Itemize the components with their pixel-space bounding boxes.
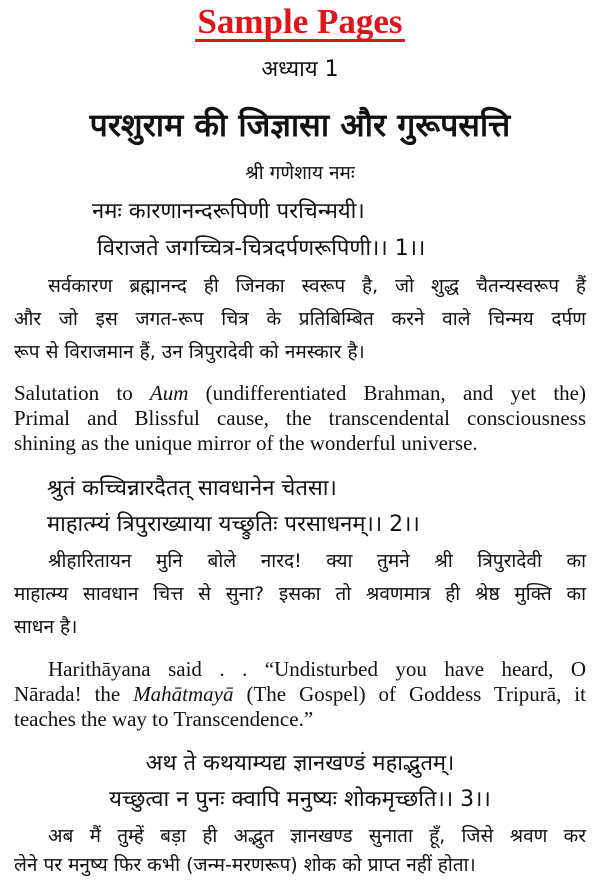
verse-1-line-2: विराजते जगच्चित्र-चित्रदर्पणरूपिणी।। 1।। (97, 236, 426, 261)
hindi-translation-3-line: अब मैं तुम्हें बड़ा ही अद्भुत ज्ञानखण्ड सुनाता हूँ, जिसे श्रवण कर (48, 825, 586, 847)
english-translation-2-line: teaches the way to Transcendence.” (14, 707, 314, 731)
hindi-translation-2 (14, 545, 586, 644)
hindi-translation-2-line: श्रीहारितायन मुनि बोले नारद! क्या तुमने श्री त्रिपुरादेवी का (48, 550, 586, 572)
english-italic-term: Aum (149, 381, 189, 405)
invocation-line: श्री गणेशाय नमः (245, 162, 355, 184)
english-translation-1-line: shining as the unique mirror of the wonderful universe. (14, 431, 478, 455)
verse-2-line-1: श्रुतं कच्चिन्नारदैतत् सावधानेन चेतसा। (47, 476, 337, 501)
hindi-translation-1-line: रूप से विराजमान हैं, उन त्रिपुरादेवी को नमस्कार है। (14, 341, 365, 363)
hindi-translation-3 (14, 822, 586, 880)
banner-label: Sample Pages (197, 2, 403, 41)
english-italic-term: Mahātmayā (133, 682, 234, 706)
hindi-translation-2-line: साधन है। (14, 616, 78, 638)
hindi-translation-2-line: माहात्म्य सावधान चित्त से सुना? इसका तो श्रवणमात्र ही श्रेष्ठ मुक्ति का (14, 583, 586, 605)
chapter-title: परशुराम की जिज्ञासा और गुरूपसत्ति (89, 106, 511, 144)
verse-2-line-2: माहात्म्यं त्रिपुराख्याया यच्छ्रुतिः परसाधनम्।। 2।। (47, 512, 420, 537)
hindi-translation-1 (14, 270, 586, 369)
hindi-translation-3-line: लेने पर मनुष्य फिर कभी (जन्म-मरणरूप) शोक को प्राप्त नहीं होता। (14, 854, 476, 876)
hindi-translation-1-line: और जो इस जगत-रूप चित्र के प्रतिबिम्बित करने वाले चिन्मय दर्पण (14, 308, 586, 330)
verse-3-line-1: अथ ते कथयाम्यद्य ज्ञानखण्डं महाद्भुतम्। (145, 751, 455, 776)
english-text: Nārada! the (14, 682, 134, 706)
english-translation-1 (14, 381, 586, 456)
sample-pages-banner (0, 2, 600, 42)
english-text: (undifferentiated Brahman, and yet the) (188, 381, 586, 405)
english-translation-2-line: Harithāyana said . . “Undisturbed you have heard, O (48, 657, 586, 681)
english-translation-1-line (14, 381, 586, 406)
english-translation-2-line (14, 682, 586, 707)
chapter-heading: अध्याय 1 (261, 57, 339, 82)
english-translation-1-line: Primal and Blissful cause, the transcendental consciousness (14, 406, 586, 430)
hindi-translation-1-line: सर्वकारण ब्रह्मानन्द ही जिनका स्वरूप है, जो शुद्ध चैतन्यस्वरूप हैं (48, 275, 586, 297)
english-translation-2 (14, 657, 586, 732)
english-text: Salutation to (14, 381, 150, 405)
verse-3-line-2: यच्छुत्वा न पुनः क्वापि मनुष्यः शोकमृच्छति।। 3।। (109, 787, 491, 812)
verse-1-line-1: नमः कारणानन्दरूपिणी परचिन्मयी। (92, 199, 365, 224)
english-text: (The Gospel) of Goddess Tripurā, it (233, 682, 586, 706)
